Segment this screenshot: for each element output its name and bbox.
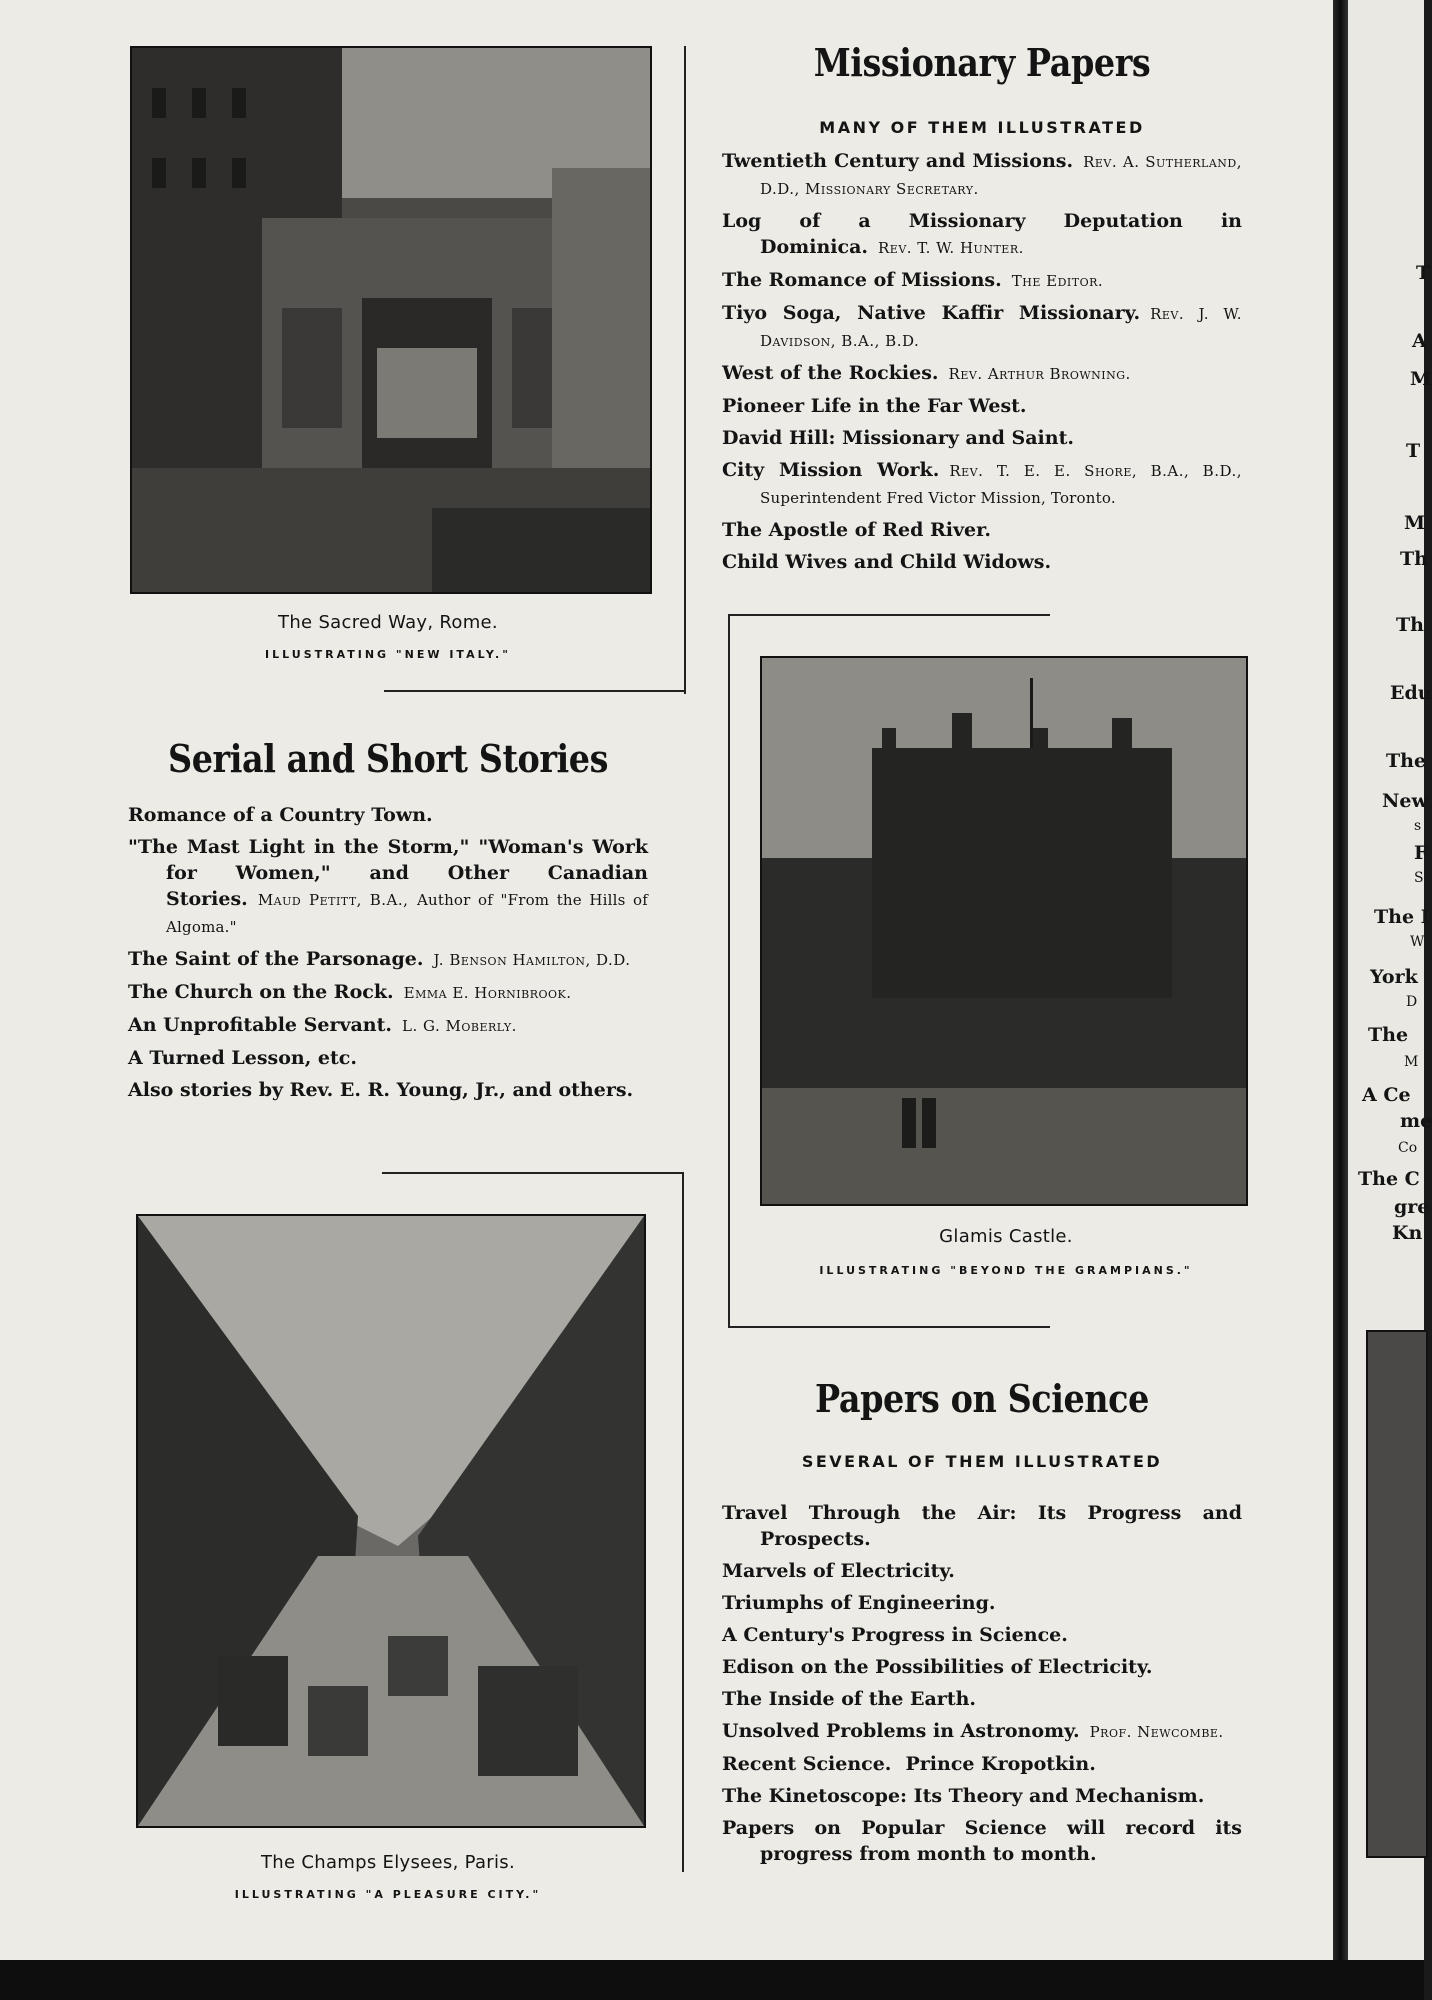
fragment: Kn [1392, 1222, 1423, 1244]
entry-author: Rev. J. W. Davidson, B.A., B.D. [760, 305, 1242, 350]
list-item [722, 1718, 1242, 1745]
entry-title: The Romance of Missions. [722, 269, 1002, 291]
list-item [722, 267, 1242, 294]
serial-stories-list [128, 802, 648, 1109]
list-item [722, 1622, 1242, 1648]
fragment: New [1382, 790, 1428, 812]
right-page-photo [1366, 1330, 1428, 1858]
entry-title: Marvels of Electricity. [722, 1560, 955, 1582]
list-item [128, 834, 648, 940]
divider [728, 614, 730, 1328]
entry-title: Child Wives and Child Widows. [722, 551, 1052, 573]
list-item [722, 1815, 1242, 1867]
entry-title: Also stories by Rev. E. R. Young, Jr., and others. [128, 1079, 634, 1101]
entry-note: Prince Kropotkin. [905, 1753, 1096, 1775]
list-item [128, 1012, 648, 1039]
fragment: Th [1396, 614, 1424, 636]
divider [384, 690, 686, 692]
fragment: Th [1400, 548, 1428, 570]
sacred-way-photo [130, 46, 652, 594]
entry-author: J. Benson Hamilton, D.D. [433, 951, 631, 969]
right-page-edge [1348, 0, 1432, 1960]
fragment: Edu [1390, 682, 1432, 704]
entry-title: Pioneer Life in the Far West. [722, 395, 1027, 417]
list-item [128, 946, 648, 973]
divider [682, 1172, 684, 1872]
fragment: W [1410, 934, 1425, 950]
list-item [128, 802, 648, 828]
science-papers-list [722, 1500, 1242, 1873]
fragment: A Ce [1362, 1084, 1411, 1106]
sacred-way-subcaption: ILLUSTRATING "NEW ITALY." [265, 648, 511, 661]
entry-title: Twentieth Century and Missions. [722, 150, 1074, 172]
list-item [722, 1500, 1242, 1552]
fragment: F [1414, 842, 1428, 864]
divider [382, 1172, 684, 1174]
entry-title: The Kinetoscope: Its Theory and Mechanism. [722, 1785, 1205, 1807]
divider [728, 1326, 1050, 1328]
entry-title: The Inside of the Earth. [722, 1688, 977, 1710]
fragment: The C [1358, 1168, 1420, 1190]
book-gutter [1333, 0, 1348, 1960]
list-item [722, 425, 1242, 451]
champs-elysees-caption: The Champs Elysees, Paris. [260, 1852, 516, 1873]
entry-title: West of the Rockies. [722, 362, 939, 384]
serial-stories-section [128, 736, 648, 1136]
champs-elysees-photo [136, 1214, 646, 1828]
entry-note: Author of "From the Hills of Algoma." [166, 891, 648, 936]
science-papers-section [722, 1376, 1242, 1916]
entry-title: An Unprofitable Servant. [128, 1014, 393, 1036]
entry-title: Recent Science. [722, 1753, 892, 1775]
glamis-castle-subcaption: ILLUSTRATING "BEYOND THE GRAMPIANS." [819, 1264, 1193, 1277]
glamis-castle-photo [760, 656, 1248, 1206]
entry-title: The Apostle of Red River. [722, 519, 992, 541]
entry-title: Log of a Missionary Deputation in Dominica. [722, 210, 1242, 258]
fragment: M [1404, 1054, 1419, 1070]
list-item [722, 1783, 1242, 1809]
fragment: Co [1398, 1140, 1418, 1156]
entry-title: "The Mast Light in the Storm," "Woman's Work for Women," and Other Canadian Stories. [128, 836, 648, 910]
list-item [722, 1590, 1242, 1616]
plate-champs-elysees [128, 1172, 688, 1912]
scan-border [0, 1960, 1424, 2000]
entry-title: The Saint of the Parsonage. [128, 948, 424, 970]
fragment: s [1414, 818, 1422, 834]
plate-sacred-way [128, 46, 688, 696]
entry-title: David Hill: Missionary and Saint. [722, 427, 1074, 449]
missionary-papers-list [722, 148, 1242, 581]
list-item [722, 300, 1242, 354]
entry-title: Edison on the Possibilities of Electricity. [722, 1656, 1153, 1678]
plate-glamis-castle [726, 614, 1266, 1334]
entry-author: Maud Petitt, B.A., [257, 891, 409, 909]
sacred-way-caption: The Sacred Way, Rome. [278, 612, 498, 633]
entry-author: Prof. Newcombe. [1089, 1723, 1224, 1741]
fragment: D [1406, 994, 1418, 1010]
fragment: me [1400, 1110, 1432, 1132]
divider [728, 614, 1050, 616]
list-item [722, 1558, 1242, 1584]
missionary-papers-subheading: MANY OF THEM ILLUSTRATED [819, 118, 1145, 137]
entry-author: The Editor. [1011, 272, 1104, 290]
fragment: M [1410, 368, 1432, 390]
list-item [722, 1654, 1242, 1680]
list-item [128, 1077, 648, 1103]
champs-elysees-subcaption: ILLUSTRATING "A PLEASURE CITY." [234, 1888, 542, 1901]
list-item [722, 208, 1242, 261]
fragment: S [1414, 870, 1424, 886]
list-item [128, 979, 648, 1006]
entry-author: Rev. A. Sutherland, D.D., Missionary Secretary. [760, 153, 1243, 198]
entry-author: L. G. Moberly. [402, 1017, 517, 1035]
list-item [722, 1686, 1242, 1712]
missionary-papers-section [722, 40, 1242, 580]
list-item [722, 517, 1242, 543]
glamis-castle-caption: Glamis Castle. [939, 1226, 1073, 1247]
missionary-papers-heading: Missionary Papers [813, 40, 1151, 85]
entry-title: Tiyo Soga, Native Kaffir Missionary. [722, 302, 1141, 324]
serial-stories-heading: Serial and Short Stories [168, 736, 608, 781]
fragment: T [1406, 440, 1421, 462]
fragment: The [1368, 1024, 1409, 1046]
list-item [722, 549, 1242, 575]
entry-title: Romance of a Country Town. [128, 804, 433, 826]
list-item [722, 457, 1242, 511]
entry-title: City Mission Work. [722, 459, 940, 481]
fragment: M [1404, 512, 1426, 534]
fragment: The [1386, 750, 1427, 772]
fragment: T [1416, 262, 1431, 284]
entry-note: Superintendent Fred Victor Mission, Toronto. [760, 489, 1116, 507]
list-item [128, 1045, 648, 1071]
entry-title: A Century's Progress in Science. [722, 1624, 1068, 1646]
science-papers-heading: Papers on Science [815, 1376, 1149, 1421]
fragment: York [1370, 966, 1418, 988]
entry-title: The Church on the Rock. [128, 981, 394, 1003]
list-item [722, 393, 1242, 419]
entry-title: Unsolved Problems in Astronomy. [722, 1720, 1080, 1742]
entry-title: Travel Through the Air: Its Progress and Prospects. [722, 1502, 1242, 1550]
entry-author: Rev. Arthur Browning. [948, 365, 1131, 383]
list-item [722, 1751, 1242, 1777]
entry-title: Triumphs of Engineering. [722, 1592, 996, 1614]
divider [684, 46, 686, 694]
fragment: The I [1374, 906, 1430, 928]
fragment: A [1412, 330, 1427, 352]
list-item [722, 148, 1242, 202]
science-papers-subheading: SEVERAL OF THEM ILLUSTRATED [801, 1452, 1163, 1471]
list-item [722, 360, 1242, 387]
entry-author: Rev. T. E. E. Shore, B.A., B.D., [949, 462, 1243, 480]
entry-author: Rev. T. W. Hunter. [878, 239, 1024, 257]
entry-title: A Turned Lesson, etc. [128, 1047, 357, 1069]
entry-author: Emma E. Hornibrook. [403, 984, 572, 1002]
entry-title: Papers on Popular Science will record its progress from month to month. [722, 1817, 1242, 1865]
fragment: gre [1394, 1196, 1430, 1218]
